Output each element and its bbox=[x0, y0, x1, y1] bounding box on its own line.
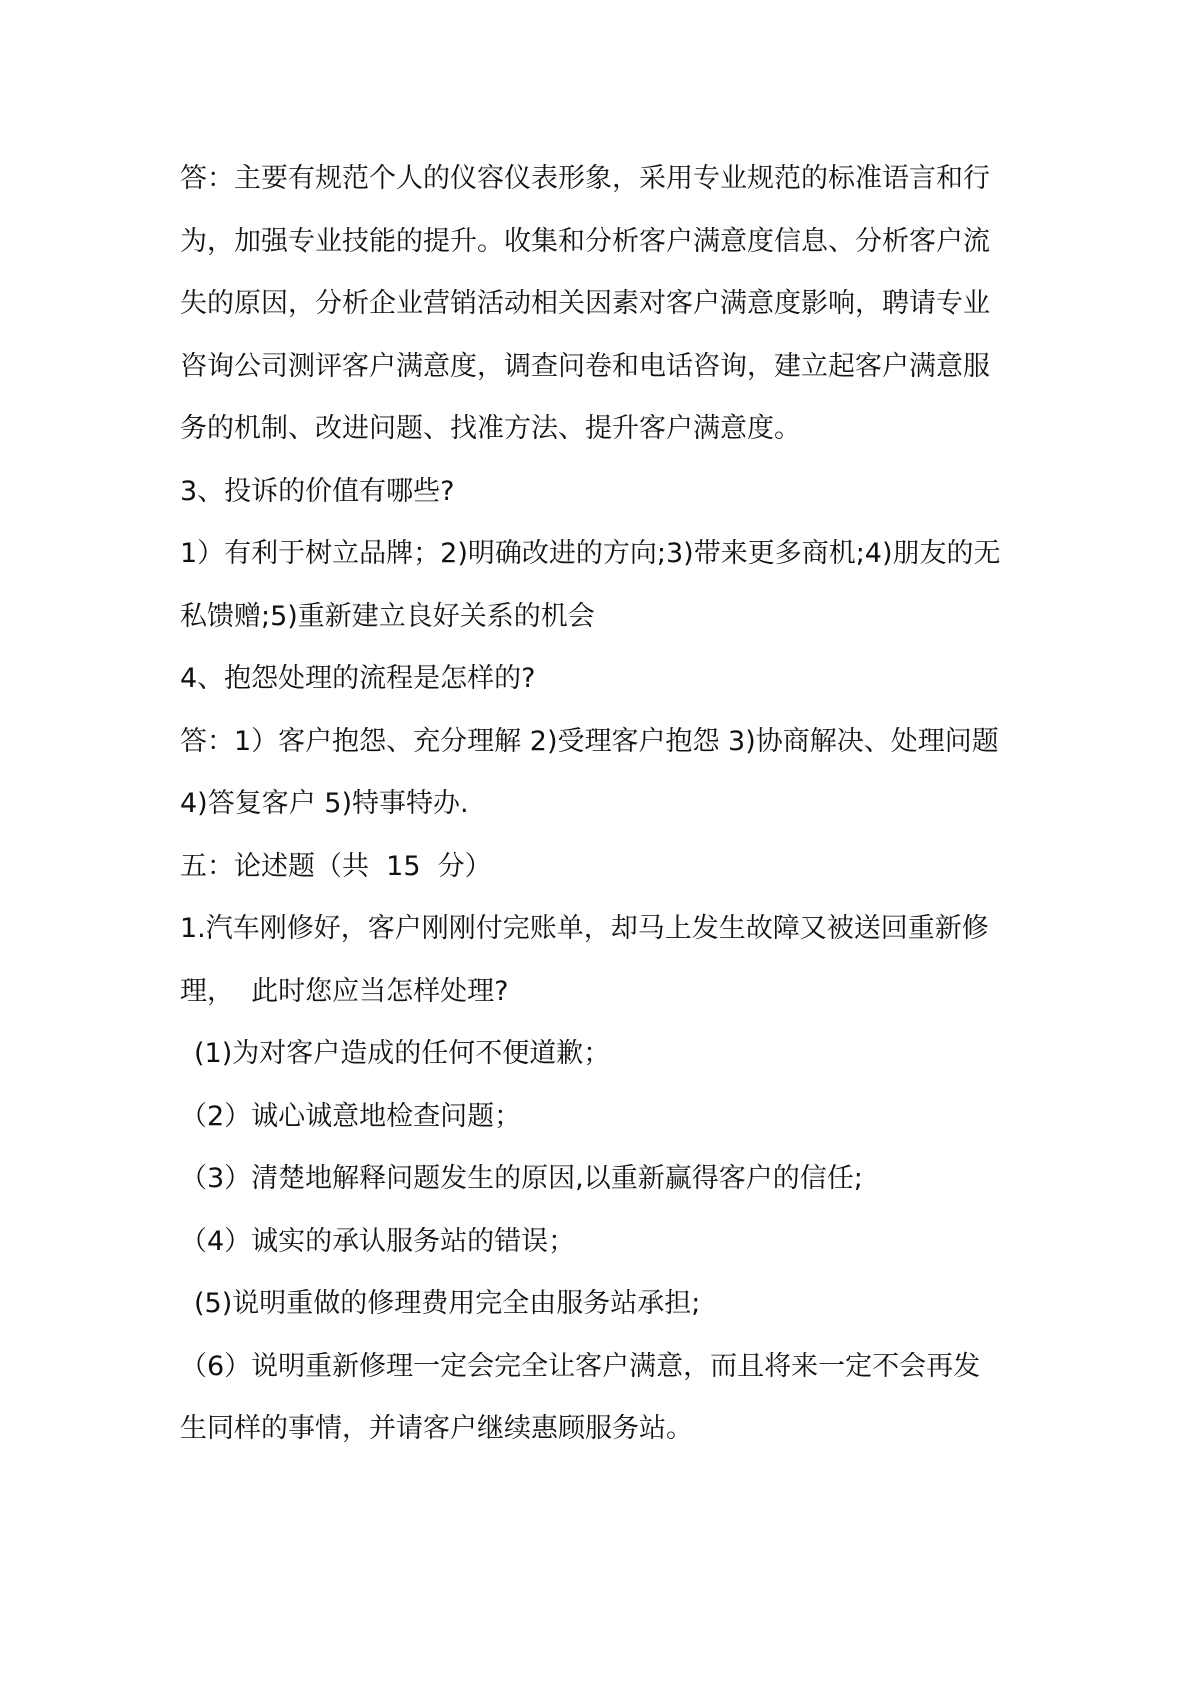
answer-line-4: 咨询公司测评客户满意度，调查问卷和电话咨询，建立起客户满意服 bbox=[180, 350, 990, 382]
essay-answer-item-6-line-1: （6）说明重新修理一定会完全让客户满意，而且将来一定不会再发 bbox=[180, 1350, 981, 1382]
section-heading: 五：论述题（共 15 分） bbox=[180, 850, 492, 882]
answer-4-line-1: 答：1）客户抱怨、充分理解 2)受理客户抱怨 3)协商解决、处理问题 bbox=[180, 725, 999, 757]
essay-answer-item-3: （3）清楚地解释问题发生的原因,以重新赢得客户的信任; bbox=[180, 1163, 863, 1194]
answer-line-3: 失的原因，分析企业营销活动相关因素对客户满意度影响，聘请专业 bbox=[180, 288, 990, 319]
document-page bbox=[180, 148, 1020, 1461]
answer-3-line-2: 私馈赠;5)重新建立良好关系的机会 bbox=[180, 600, 595, 632]
essay-question-line-1: 1.汽车刚修好，客户刚刚付完账单，却马上发生故障又被送回重新修 bbox=[180, 913, 989, 944]
essay-answer-item-2: （2）诚心诚意地检查问题； bbox=[180, 1100, 522, 1132]
answer-3-line-1: 1）有利于树立品牌；2)明确改进的方向;3)带来更多商机;4)朋友的无 bbox=[180, 538, 1001, 569]
essay-answer-item-4: （4）诚实的承认服务站的错误； bbox=[180, 1225, 576, 1257]
answer-line-2: 为，加强专业技能的提升。收集和分析客户满意度信息、分析客户流 bbox=[180, 225, 990, 257]
answer-line-1: 答：主要有规范个人的仪容仪表形象，采用专业规范的标准语言和行 bbox=[180, 163, 990, 194]
answer-4-line-2: 4)答复客户 5)特事特办. bbox=[180, 788, 469, 819]
question-4: 4、抱怨处理的流程是怎样的? bbox=[180, 663, 536, 694]
essay-answer-item-6-line-2: 生同样的事情，并请客户继续惠顾服务站。 bbox=[180, 1413, 693, 1444]
question-3: 3、投诉的价值有哪些? bbox=[180, 475, 455, 507]
essay-answer-item-5: (5)说明重做的修理费用完全由服务站承担; bbox=[194, 1288, 701, 1319]
answer-line-5: 务的机制、改进问题、找准方法、提升客户满意度。 bbox=[180, 413, 801, 444]
essay-answer-item-1: (1)为对客户造成的任何不便道歉； bbox=[194, 1038, 611, 1069]
essay-question-line-2: 理， 此时您应当怎样处理? bbox=[180, 975, 509, 1007]
